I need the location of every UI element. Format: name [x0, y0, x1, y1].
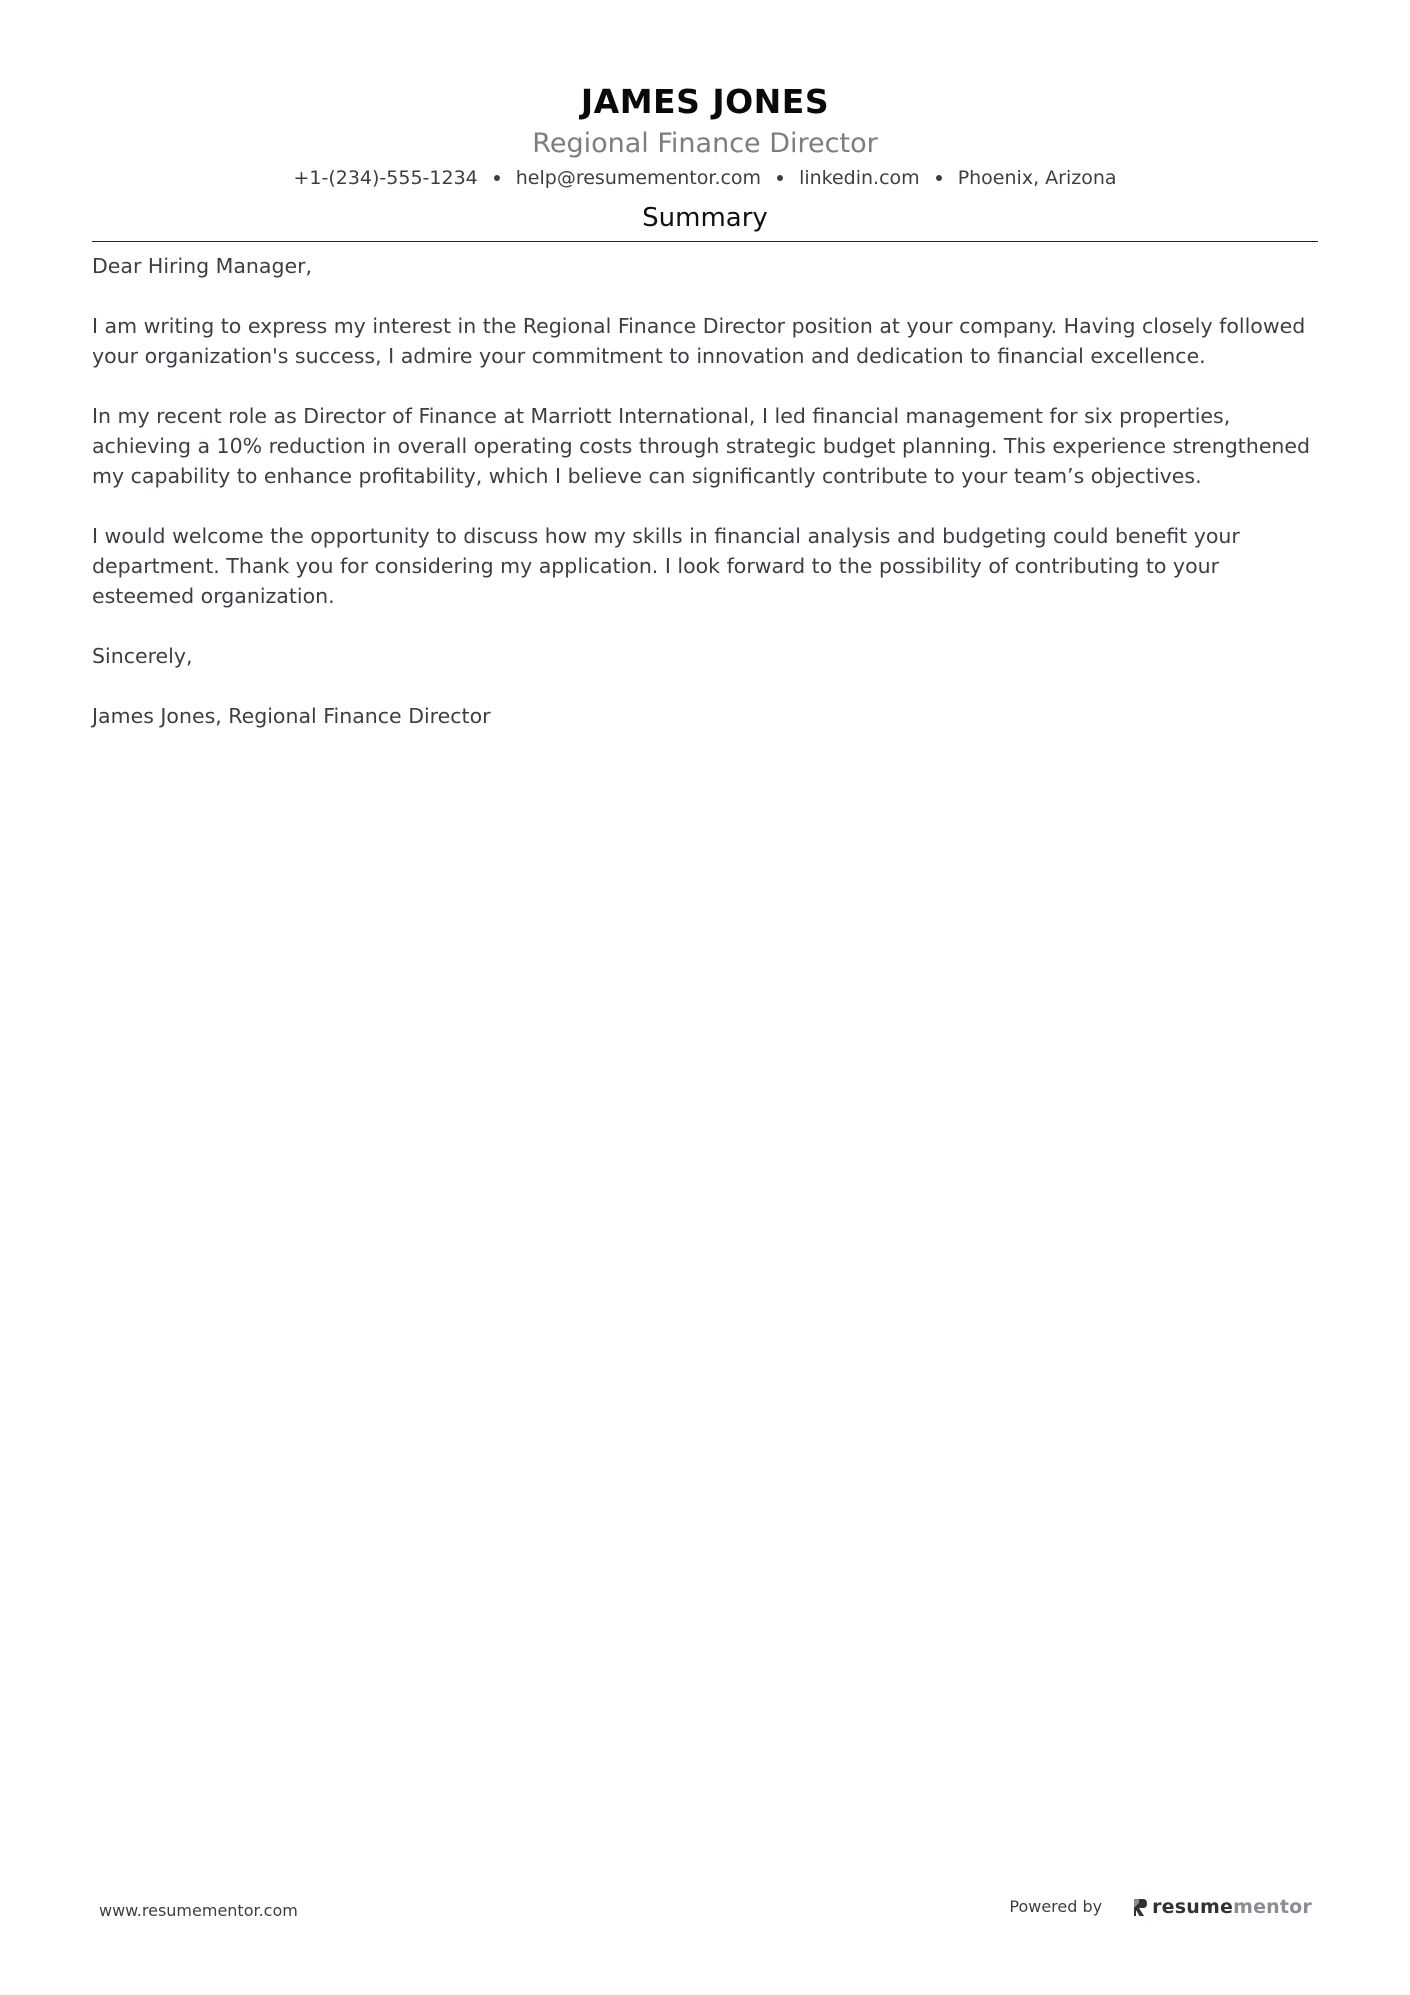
letter-closing: Sincerely, [92, 644, 193, 668]
contact-email: help@resumementor.com [515, 167, 762, 189]
resume-header [0, 78, 1410, 192]
footer-branding [1009, 1896, 1312, 1918]
letter-body [92, 251, 1318, 761]
letter-salutation: Dear Hiring Manager, [92, 254, 313, 278]
bullet-separator-icon [494, 175, 500, 181]
contact-phone: +1-(234)-555-1234 [293, 167, 478, 189]
letter-paragraph: In my recent role as Director of Finance at Marriott International, I led financial management for six properties, achieving a 10% reduction in overall operating costs through strategic budget planning. This experience strengthened my capability to enhance profitability, which I believe can significantly contribute to your team’s objectives. [92, 404, 1311, 488]
bullet-separator-icon [777, 175, 783, 181]
section-divider [92, 241, 1318, 242]
brand-name-part1: resume [1152, 1896, 1234, 1918]
letter-signature: James Jones, Regional Finance Director [92, 704, 491, 728]
resumementor-logo-icon [1132, 1897, 1148, 1918]
letter-paragraph: I would welcome the opportunity to discuss how my skills in financial analysis and budgeting could benefit your department. Thank you for considering my application. I look forward to the possibility of contributing to your esteemed organization. [92, 524, 1240, 608]
bullet-separator-icon [936, 175, 942, 181]
brand-logo [1132, 1896, 1312, 1918]
powered-by-label: Powered by [1009, 1897, 1103, 1916]
candidate-name: JAMES JONES [580, 82, 830, 121]
contact-line [0, 164, 1410, 192]
footer-website: www.resumementor.com [99, 1901, 298, 1920]
section-title-summary: Summary [642, 203, 768, 233]
brand-name-part2: mentor [1233, 1896, 1312, 1918]
candidate-role: Regional Finance Director [532, 128, 878, 159]
letter-paragraph: I am writing to express my interest in the Regional Finance Director position at your company. Having closely followed your organization's success, I admire your commitment to innovation and dedication to financial excellence. [92, 314, 1306, 368]
contact-linkedin: linkedin.com [799, 167, 920, 189]
contact-location: Phoenix, Arizona [957, 167, 1117, 189]
